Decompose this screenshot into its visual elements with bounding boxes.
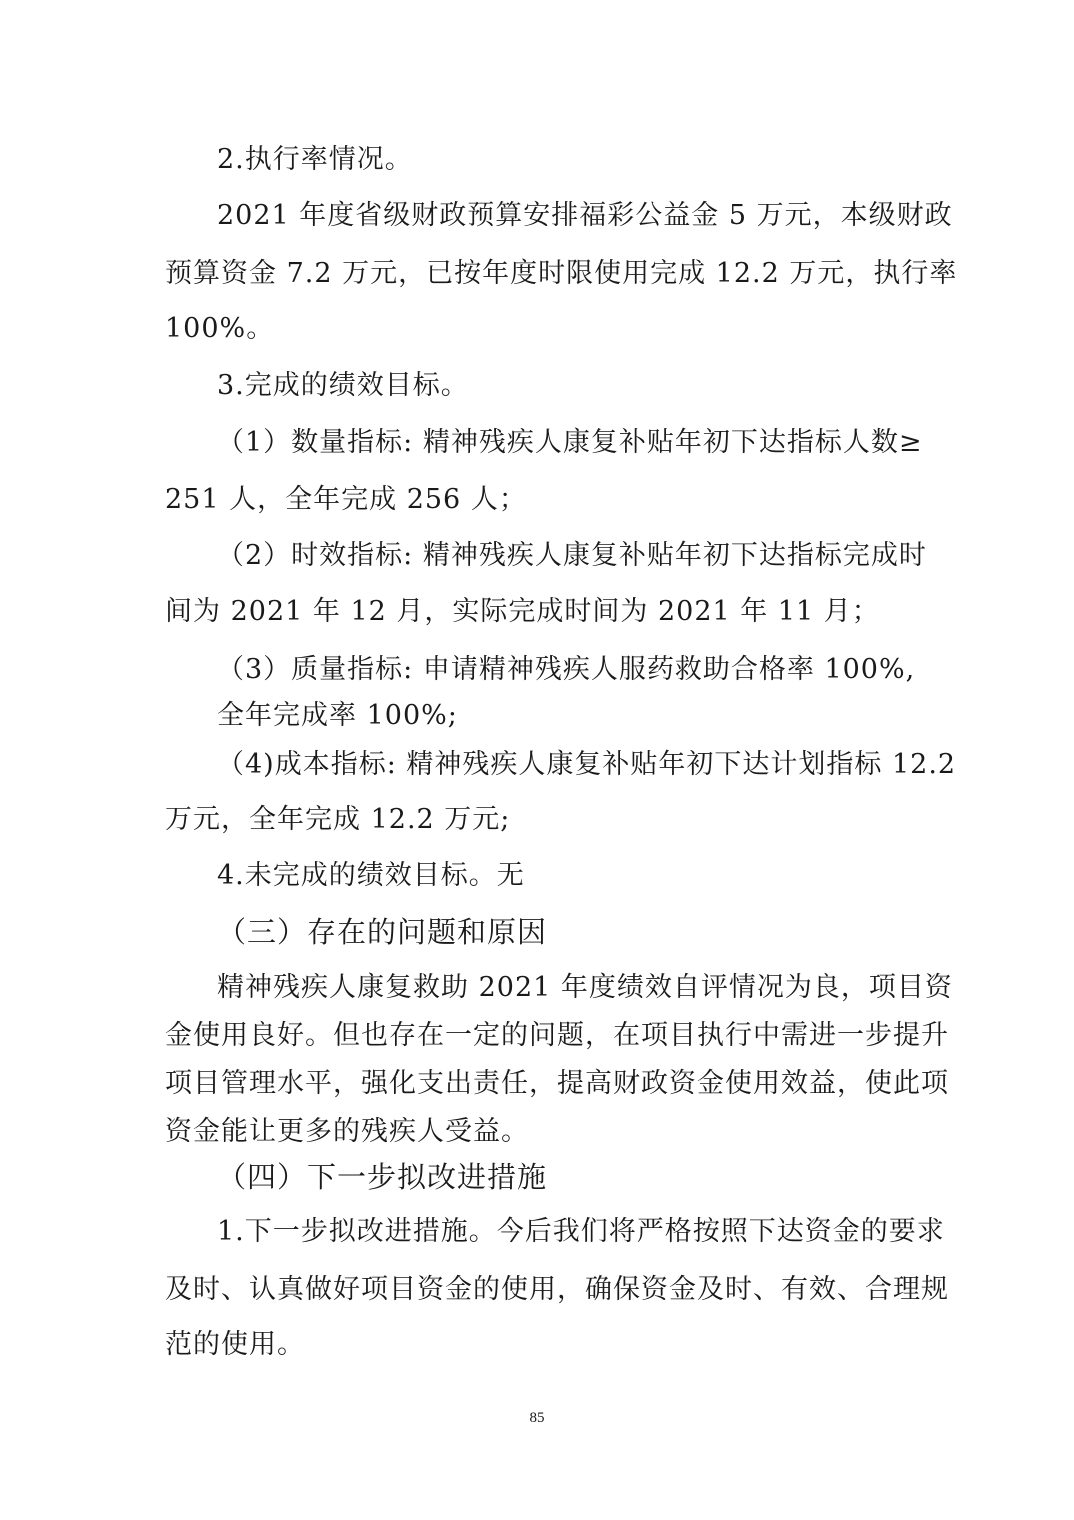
paragraph-line: （2）时效指标: 精神残疾人康复补贴年初下达指标完成时 [217,540,927,571]
paragraph-line: 精神残疾人康复救助 2021 年度绩效自评情况为良，项目资 [217,972,953,1003]
paragraph-line: 金使用良好。但也存在一定的问题，在项目执行中需进一步提升 [165,1020,949,1051]
paragraph-line: 项目管理水平，强化支出责任，提高财政资金使用效益，使此项 [165,1068,949,1099]
paragraph-line: 及时、认真做好项目资金的使用，确保资金及时、有效、合理规 [165,1274,949,1305]
page-number: 85 [529,1410,545,1426]
paragraph-line: 万元，全年完成 12.2 万元; [165,804,511,835]
paragraph-line: 范的使用。 [165,1329,305,1360]
paragraph-line: （1）数量指标: 精神残疾人康复补贴年初下达指标人数≥ [217,427,923,458]
section-heading-completed-goals: 3.完成的绩效目标。 [217,370,469,401]
paragraph-line: （4)成本指标: 精神残疾人康复补贴年初下达计划指标 12.2 [217,749,957,780]
paragraph-line: 资金能让更多的残疾人受益。 [165,1116,529,1147]
section-heading-problems: （三）存在的问题和原因 [217,915,548,949]
paragraph-line: 间为 2021 年 12 月，实际完成时间为 2021 年 11 月； [165,596,880,627]
paragraph-line: 1.下一步拟改进措施。今后我们将严格按照下达资金的要求 [217,1216,945,1247]
section-heading-uncompleted-goals: 4.未完成的绩效目标。无 [217,860,525,891]
paragraph-line: 100%。 [165,313,275,344]
paragraph-line: 251 人，全年完成 256 人； [165,484,527,515]
paragraph-line: 全年完成率 100%; [217,700,458,731]
section-heading-execution-rate: 2.执行率情况。 [217,144,413,175]
paragraph-line: 预算资金 7.2 万元，已按年度时限使用完成 12.2 万元，执行率 [165,258,958,289]
paragraph-line: （3）质量指标: 申请精神残疾人服药救助合格率 100%, [217,654,916,685]
section-heading-improvements: （四）下一步拟改进措施 [217,1160,548,1194]
paragraph-line: 2021 年度省级财政预算安排福彩公益金 5 万元，本级财政 [217,200,953,231]
